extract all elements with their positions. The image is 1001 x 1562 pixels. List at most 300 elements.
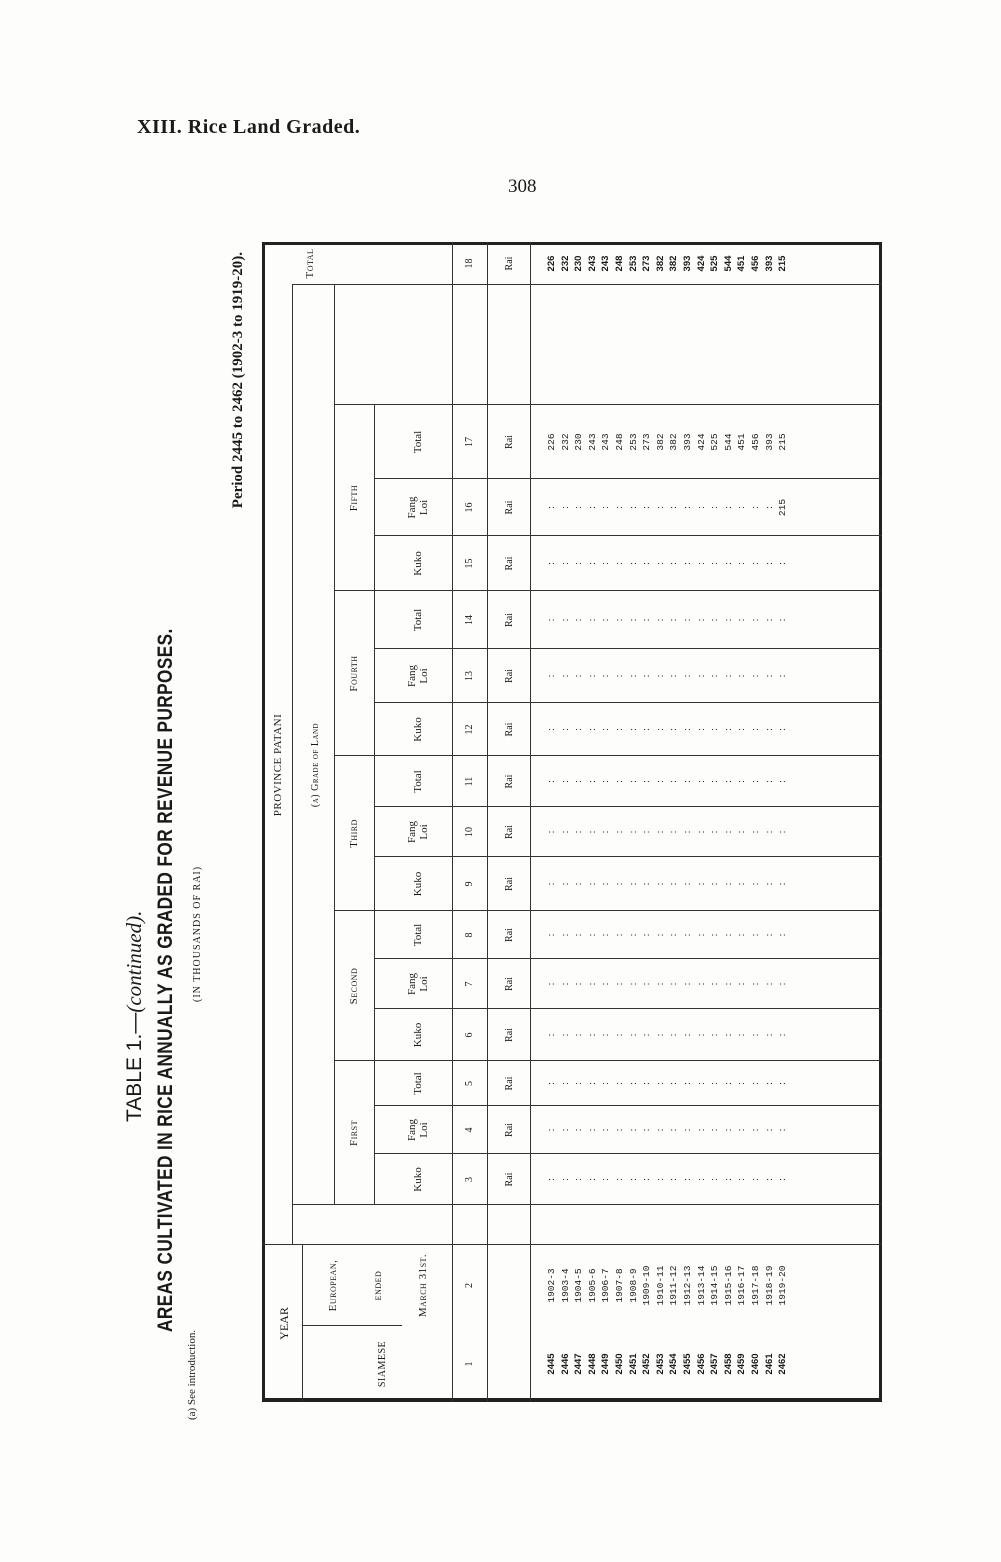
unit-rai: Rai [504,1076,515,1091]
fifth-total-cell: 382 [654,433,666,451]
fifth-total-cell: 232 [559,433,571,451]
empty-cell: : [722,674,734,678]
empty-cell: : [777,1178,789,1181]
empty-cell: : [613,982,625,986]
empty-cell: : [695,1128,707,1132]
col-number: 13 [464,671,475,681]
empty-cell: : [654,506,666,509]
empty-cell: : [546,882,557,886]
empty-cell: : [641,882,653,886]
empty-cell: : [777,830,789,834]
empty-cell: : [668,618,680,622]
empty-cell: : [613,882,625,886]
unit-rai: Rai [504,825,515,839]
fifth-total-cell: 248 [613,433,625,451]
empty-cell: : [763,1033,775,1037]
col-number: 6 [464,1032,475,1038]
european-year-cell: 1905-6 [586,1268,598,1303]
empty-cell: : [546,780,557,783]
empty-cell: : [709,1178,721,1181]
unit-rai: Rai [504,1028,515,1042]
empty-cell: : [681,1128,693,1132]
empty-cell: : [641,1082,653,1085]
empty-cell: : [627,506,639,509]
empty-cell: : [763,933,775,937]
empty-cell: : [736,780,748,783]
empty-cell: : [600,1178,612,1181]
page-number: 308 [508,176,537,197]
unit-rai: Rai [504,722,515,737]
empty-cell: : [641,830,653,834]
empty-cell: : [695,882,707,886]
empty-cell: : [749,618,761,622]
sub-third-kuko: Kuko [412,871,424,897]
empty-cell: : [777,882,789,886]
siamese-year-cell: 2460 [749,1353,761,1375]
european-year-cell: 1910-11 [654,1265,666,1306]
empty-cell: : [736,830,748,834]
empty-cell: : [613,1082,625,1085]
unit-rai: Rai [504,435,515,449]
grand-total-cell: 248 [613,255,625,272]
empty-cell: : [709,982,721,986]
empty-column [545,1061,790,1106]
european-year-cell: 1906-7 [600,1268,612,1303]
empty-cell: : [763,830,775,834]
european-year-cell: 1914-15 [709,1265,721,1306]
empty-cell: : [586,780,598,783]
empty-cell: : [573,830,585,834]
fifth-total-cell: 382 [668,433,680,451]
fifth-total-cell: 273 [641,433,653,451]
empty-cell: : [586,562,598,565]
unit-rai: Rai [504,1123,515,1137]
european-year-cell: 1904-5 [573,1268,585,1303]
unit-rai: Rai [504,500,515,515]
european-header-3: March 31st. [417,1253,429,1318]
empty-cell: : [654,780,666,783]
empty-cell: : [613,618,625,622]
grand-total-cell: 382 [654,255,666,272]
footnote: (a) See introduction. [186,1329,198,1420]
total-header: Total [304,248,316,279]
european-year-cell: 1908-9 [627,1268,639,1303]
european-year-cell: 1917-18 [749,1265,761,1306]
table-main-title: AREAS CULTIVATED IN RICE ANNUALLY AS GRADED FOR REVENUE PURPOSES. [154,628,177,1332]
siamese-year-cell: 2459 [736,1353,748,1375]
grand-total-cell: 393 [681,255,693,272]
col-number: 8 [464,932,475,938]
empty-cell: : [546,1033,557,1037]
empty-cell: : [695,933,707,937]
empty-cell: : [736,882,748,886]
empty-cell: : [546,506,557,509]
fifth-total-cell: 230 [573,433,585,451]
empty-cell: : [546,830,557,834]
empty-cell: : [681,728,693,731]
empty-cell: : [559,674,571,678]
empty-column [545,1009,790,1061]
european-year-cell: 1915-16 [722,1265,734,1306]
empty-cell: : [777,728,789,731]
grand-total-cell: 243 [600,255,612,272]
empty-cell: : [681,882,693,886]
empty-cell: : [600,618,612,622]
empty-cell: : [559,780,571,783]
empty-cell: : [613,728,625,731]
empty-cell: : [709,618,721,622]
col-number: 5 [464,1081,475,1086]
empty-cell: : [668,674,680,678]
empty-cell: : [749,728,761,731]
grade-second: Second [348,967,360,1005]
empty-cell: : [641,982,653,986]
empty-cell: : [668,882,680,886]
empty-cell: : [668,506,680,509]
empty-cell: : [736,933,748,937]
empty-column [545,649,790,703]
empty-cell: : [695,506,707,509]
european-year-cell: 1918-19 [763,1265,775,1306]
empty-cell: : [613,1128,625,1132]
empty-cell: : [681,1082,693,1085]
empty-cell: : [600,830,612,834]
empty-cell: : [681,982,693,986]
unit-rai: Rai [504,977,515,991]
empty-cell: : [654,933,666,937]
fifth-total-cell: 424 [695,433,707,451]
empty-cell: : [559,982,571,986]
empty-cell: : [709,830,721,834]
empty-cell: : [736,618,748,622]
empty-cell: : [559,1128,571,1132]
empty-cell: : [695,674,707,678]
empty-cell: : [654,674,666,678]
empty-cell: : [641,780,653,783]
empty-column [545,911,790,959]
empty-cell: : [641,1033,653,1037]
empty-cell: : [749,1033,761,1037]
empty-cell: : [668,1128,680,1132]
grand-total-cell: 273 [641,255,653,272]
european-header-2: ended [372,1270,384,1301]
empty-column [545,807,790,857]
empty-cell: : [573,933,585,937]
empty-cell: : [736,562,748,565]
empty-cell: : [600,1082,612,1085]
empty-cell: : [681,1178,693,1181]
empty-column [545,536,790,591]
empty-column [545,857,790,911]
sub-fifth-total: Total [412,430,424,454]
siamese-year-cell: 2456 [695,1353,707,1375]
empty-cell: : [573,728,585,731]
empty-cell: : [546,933,557,937]
siamese-year-cell: 2453 [654,1353,666,1375]
unit-rai: Rai [504,613,515,627]
empty-column [545,756,790,807]
empty-cell: : [709,1033,721,1037]
empty-cell: : [722,506,734,509]
empty-cell: : [763,982,775,986]
empty-cell: : [681,506,693,509]
empty-cell: : [722,1178,734,1181]
empty-cell: : [586,1033,598,1037]
empty-cell: : [749,506,761,509]
empty-cell: : [586,982,598,986]
empty-cell: : [749,1128,761,1132]
sub-first-kuko: Kuko [412,1167,424,1192]
empty-cell: : [613,1178,625,1181]
empty-cell: : [627,882,639,886]
empty-cell: : [654,982,666,986]
empty-cell: : [641,674,653,678]
empty-cell: : [668,830,680,834]
empty-cell: : [763,780,775,783]
empty-cell: : [722,1082,734,1085]
sub-second-total: Total [412,923,424,947]
empty-cell: : [709,882,721,886]
empty-cell: : [749,562,761,565]
fifth-total-cell: 243 [586,433,598,451]
empty-cell: : [600,506,612,509]
sub-fourth-total: Total [412,608,424,632]
unit-rai: Rai [504,1172,515,1187]
european-years-column [545,1245,790,1326]
european-year-cell: 1911-12 [668,1265,680,1306]
empty-cell: : [763,506,775,509]
empty-cell: : [573,1033,585,1037]
sub-second-kuko: Kuko [412,1022,424,1048]
grade-third: Third [348,819,360,848]
sub-fourth-kuko: Kuko [412,717,424,742]
grand-total-cell: 382 [668,255,680,272]
empty-cell: : [641,562,653,565]
empty-cell: : [654,728,666,731]
grand-total-cell: 451 [736,255,748,272]
empty-cell: : [559,882,571,886]
empty-cell: : [777,618,789,622]
grand-total-cell: 230 [573,255,585,272]
empty-cell: : [695,728,707,731]
empty-cell: : [600,562,612,565]
empty-cell: : [559,1082,571,1085]
empty-cell: : [573,882,585,886]
period-note: Period 2445 to 2462 (1902-3 to 1919-20). [230,252,246,509]
empty-cell: : [668,1033,680,1037]
empty-cell: : [749,830,761,834]
grade-fifth: Fifth [348,484,360,512]
empty-cell: : [722,882,734,886]
empty-cell: : [722,982,734,986]
siamese-year-cell: 2447 [573,1353,585,1375]
empty-column [545,591,790,649]
empty-cell: : [546,1082,557,1085]
empty-cell: : [586,674,598,678]
empty-cell: : [627,618,639,622]
empty-cell: : [654,618,666,622]
empty-cell: : [709,933,721,937]
empty-cell: : [600,933,612,937]
empty-cell: : [613,780,625,783]
empty-cell: : [736,1033,748,1037]
empty-cell: : [559,933,571,937]
empty-cell: : [763,1082,775,1085]
empty-cell: : [777,674,789,678]
empty-cell: : [586,830,598,834]
empty-cell: : [722,728,734,731]
siamese-year-cell: 2451 [627,1353,639,1375]
fifth-total-cell: 253 [627,433,639,451]
grand-total-cell: 232 [559,255,571,272]
col-number: 18 [464,258,475,269]
empty-cell: : [627,780,639,783]
empty-cell: : [627,1033,639,1037]
col-number: 2 [464,1283,475,1288]
empty-cell: : [641,506,653,509]
empty-cell: : [709,1128,721,1132]
european-year-cell: 1907-8 [613,1268,625,1303]
empty-cell: : [573,506,585,509]
empty-cell: : [613,506,625,509]
sub-fourth-fang: Fang Loi [406,665,431,687]
empty-cell: : [736,728,748,731]
siamese-year-cell: 2446 [559,1353,571,1375]
empty-cell: : [546,562,557,565]
col-number: 11 [464,776,475,787]
empty-cell: : [668,1178,680,1181]
empty-cell: : [627,562,639,565]
empty-cell: : [763,728,775,731]
empty-cell: : [681,1033,693,1037]
empty-cell: : [681,562,693,565]
empty-cell: : [641,933,653,937]
empty-cell: : [546,1128,557,1132]
siamese-year-cell: 2458 [722,1353,734,1375]
empty-cell: : [627,674,639,678]
empty-cell: : [546,728,557,731]
empty-cell: : [559,506,571,509]
empty-cell: : [709,674,721,678]
col-number: 12 [464,724,475,735]
empty-cell: : [722,830,734,834]
empty-cell: : [627,982,639,986]
empty-cell: : [573,674,585,678]
grade-fourth: Fourth [348,655,360,692]
sub-first-total: Total [412,1072,424,1095]
grade-first: First [348,1120,360,1146]
empty-cell: : [681,618,693,622]
fifth-total-cell: 525 [709,433,721,451]
col-number: 14 [464,615,475,625]
empty-cell: : [586,506,598,509]
empty-cell: : [722,562,734,565]
empty-cell: : [600,982,612,986]
col-number: 3 [464,1177,475,1182]
empty-cell: : [627,1178,639,1181]
empty-cell: : [763,1178,775,1181]
empty-cell: : [613,1033,625,1037]
empty-cell: : [586,882,598,886]
empty-cell: : [600,728,612,731]
european-year-cell: 1919-20 [777,1265,789,1306]
grand-total-column [545,242,790,285]
empty-cell: : [573,982,585,986]
siamese-year-cell: 2449 [600,1353,612,1375]
grand-total-cell: 525 [709,255,721,272]
empty-cell: : [586,618,598,622]
siamese-year-cell: 2461 [763,1353,775,1375]
european-year-cell: 1902-3 [546,1268,557,1303]
col-number: 7 [464,981,475,987]
european-year-cell: 1913-14 [695,1265,707,1306]
empty-column [545,959,790,1009]
grand-total-cell: 253 [627,255,639,272]
empty-cell: : [613,933,625,937]
empty-cell: : [641,618,653,622]
empty-cell: : [586,728,598,731]
empty-cell: : [722,618,734,622]
empty-cell: : [681,830,693,834]
siamese-year-cell: 2452 [641,1353,653,1375]
empty-cell: : [749,780,761,783]
empty-cell: : [777,1082,789,1085]
empty-cell: : [722,1033,734,1037]
empty-cell: : [613,562,625,565]
empty-column [545,1154,790,1205]
unit-rai: Rai [504,928,515,942]
empty-cell: : [749,1178,761,1181]
empty-cell: : [777,1128,789,1132]
empty-cell: : [600,882,612,886]
empty-cell: : [668,562,680,565]
col-number: 10 [464,827,475,837]
empty-cell: : [695,1178,707,1181]
empty-cell: : [573,1178,585,1181]
empty-cell: : [641,1128,653,1132]
empty-cell: : [763,562,775,565]
european-year-cell: 1916-17 [736,1265,748,1306]
siamese-year-cell: 2455 [681,1353,693,1375]
fifth-total-cell: 243 [600,433,612,451]
empty-cell: : [627,933,639,937]
empty-column [545,1106,790,1154]
section-heading: XIII. Rice Land Graded. [137,116,361,138]
empty-cell: : [668,780,680,783]
empty-cell: : [559,1033,571,1037]
empty-cell: : [641,1178,653,1181]
empty-cell: : [695,618,707,622]
empty-cell: : [668,982,680,986]
empty-cell: : [559,618,571,622]
table-title: TABLE 1.—(continued). [122,910,146,1122]
empty-cell: : [763,882,775,886]
fifth-total-cell: 393 [763,433,775,451]
empty-cell: : [722,933,734,937]
empty-cell: : [654,1128,666,1132]
fifth-total-cell: 215 [777,433,789,451]
grand-total-cell: 226 [546,255,557,272]
empty-cell: : [709,728,721,731]
empty-cell: : [573,780,585,783]
european-year-cell: 1909-10 [641,1265,653,1306]
province-header: PROVINCE PATANI [272,713,284,817]
empty-cell: : [613,830,625,834]
empty-cell: : [722,1128,734,1132]
empty-cell: : [546,618,557,622]
empty-cell: : [749,674,761,678]
sub-fifth-fang: Fang Loi [406,496,431,519]
